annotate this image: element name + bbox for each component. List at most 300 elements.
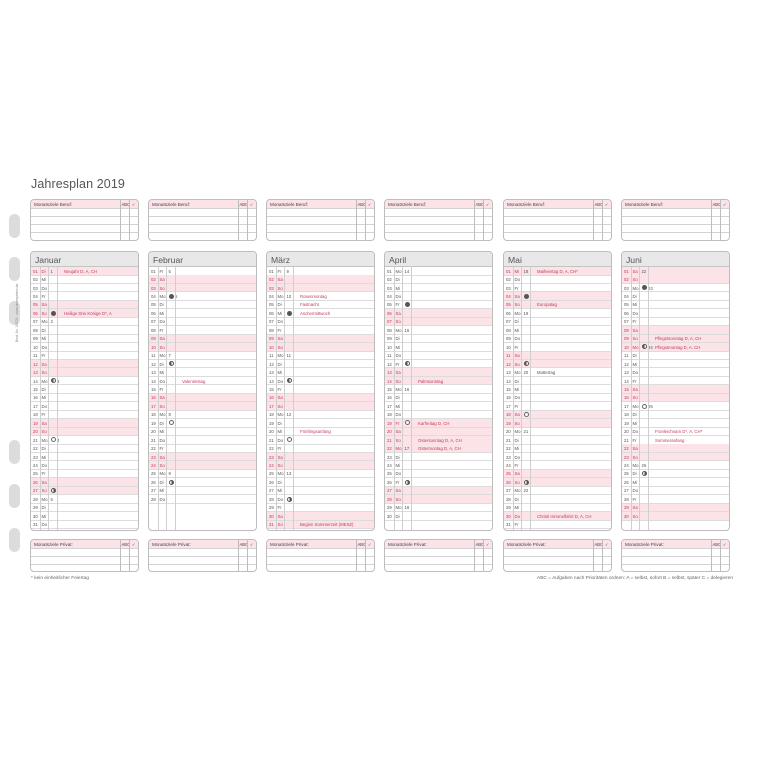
- goals-label: Monatsziele Privat:: [388, 541, 427, 547]
- day-event: Europatag: [537, 302, 557, 308]
- calendar-week: 17: [404, 446, 410, 452]
- goal-line[interactable]: [622, 557, 729, 565]
- goal-line[interactable]: [267, 217, 374, 225]
- day-number: 06: [387, 310, 392, 316]
- day-number: 06: [33, 310, 38, 316]
- weekday: Mo: [41, 319, 48, 325]
- weekday: Fr: [395, 361, 400, 367]
- goal-line[interactable]: [31, 233, 138, 241]
- day-number: 14: [151, 378, 156, 384]
- goal-line[interactable]: [622, 217, 729, 225]
- day-number: 17: [33, 403, 38, 409]
- priority-footnote: ABC = Aufgaben nach Prioritäten ordnen: A = selbst, sofort B = selbst, später C = delegieren: [537, 576, 733, 581]
- priority-column: [593, 540, 594, 571]
- day-event: Frühlingsanfang: [300, 429, 331, 435]
- day-number: 23: [151, 454, 156, 460]
- priority-symbol: ABC: [121, 201, 131, 207]
- moon-phase-half2-icon: [405, 480, 410, 485]
- goal-line[interactable]: [385, 209, 492, 217]
- day-number: 23: [269, 454, 274, 460]
- priority-symbol: ABC: [594, 541, 604, 547]
- day-number: 12: [151, 361, 156, 367]
- month-name: Januar: [35, 255, 62, 265]
- day-number: 19: [269, 420, 274, 426]
- goal-line[interactable]: [622, 565, 729, 572]
- calendar-week: 18: [404, 505, 410, 511]
- weekday: So: [159, 344, 165, 350]
- day-number: 11: [624, 353, 629, 359]
- weekday: Sa: [159, 395, 165, 401]
- calendar-week: 3: [57, 378, 60, 384]
- day-number: 24: [269, 463, 274, 469]
- binder-tab-4: [9, 440, 20, 464]
- weekday: Do: [41, 522, 47, 528]
- goal-line[interactable]: [267, 565, 374, 572]
- day-number: 17: [151, 403, 156, 409]
- weekday: Di: [632, 294, 637, 300]
- weekday: Do: [41, 344, 47, 350]
- weekday: So: [514, 302, 520, 308]
- weekday: So: [514, 361, 520, 367]
- day-number: 22: [506, 446, 511, 452]
- day-number: 21: [624, 437, 629, 443]
- check-icon: ✓: [605, 201, 609, 207]
- goal-line[interactable]: [622, 233, 729, 241]
- check-icon: ✓: [723, 201, 727, 207]
- weekday: Fr: [159, 327, 164, 333]
- check-icon: ✓: [132, 541, 136, 547]
- day-number: 19: [33, 420, 38, 426]
- day-number: 01: [269, 268, 274, 274]
- goal-line[interactable]: [504, 217, 611, 225]
- weekday: Di: [159, 479, 164, 485]
- day-number: 04: [624, 294, 629, 300]
- weekday: Di: [632, 471, 637, 477]
- weekday: Di: [395, 395, 400, 401]
- private-goals-box: [621, 539, 730, 572]
- goals-header: [622, 540, 729, 549]
- day-number: 08: [506, 327, 511, 333]
- day-number: 12: [33, 361, 38, 367]
- day-event: Karfreitag D, CH: [418, 420, 450, 426]
- day-number: 09: [387, 336, 392, 342]
- weekday: Sa: [41, 479, 47, 485]
- calendar-week: 4: [57, 437, 60, 443]
- day-number: 18: [151, 412, 156, 418]
- weekday: Sa: [395, 370, 401, 376]
- weekday: So: [277, 403, 283, 409]
- weekday: Sa: [395, 310, 401, 316]
- weekday: Mi: [277, 429, 283, 435]
- day-event: Sommeranfang: [655, 437, 685, 443]
- day-number: 10: [387, 344, 392, 350]
- day-number: 16: [33, 395, 38, 401]
- goals-label: Monatsziele Privat:: [270, 541, 309, 547]
- weekday: Di: [514, 319, 519, 325]
- day-number: 28: [624, 496, 629, 502]
- day-number: 22: [269, 446, 274, 452]
- goal-line[interactable]: [504, 557, 611, 565]
- day-number: 07: [506, 319, 511, 325]
- day-number: 05: [151, 302, 156, 308]
- weekday: Mo: [632, 285, 639, 291]
- weekday: Fr: [41, 294, 46, 300]
- goal-line[interactable]: [622, 549, 729, 557]
- goal-line[interactable]: [267, 225, 374, 233]
- weekday: Sa: [632, 386, 638, 392]
- goal-line[interactable]: [149, 557, 256, 565]
- calendar-week: 21: [523, 429, 529, 435]
- day-number: 21: [151, 437, 156, 443]
- goal-line[interactable]: [385, 225, 492, 233]
- weekday: Sa: [514, 353, 520, 359]
- day-number: 05: [33, 302, 38, 308]
- calendar-week: 25: [648, 403, 653, 409]
- goal-line[interactable]: [267, 209, 374, 217]
- goals-header: [385, 200, 492, 209]
- day-number: 28: [269, 496, 274, 502]
- weekday: Di: [277, 420, 282, 426]
- day-number: 14: [387, 378, 392, 384]
- day-number: 14: [506, 378, 511, 384]
- day-column-divider: [284, 267, 285, 530]
- weekday: Fr: [514, 344, 519, 350]
- goal-line[interactable]: [31, 217, 138, 225]
- weekday: Mo: [632, 463, 639, 469]
- day-number: 01: [387, 268, 392, 274]
- weekday: Mo: [159, 412, 166, 418]
- calendar-week: 6: [175, 294, 178, 300]
- day-number: 14: [269, 378, 274, 384]
- day-column-divider: [530, 267, 531, 530]
- goal-line[interactable]: [267, 233, 374, 241]
- goal-line[interactable]: [31, 209, 138, 217]
- day-number: 08: [387, 327, 392, 333]
- weekday: Do: [159, 378, 165, 384]
- weekday: Sa: [159, 277, 165, 283]
- month-header: [385, 252, 492, 267]
- weekday: Di: [277, 302, 282, 308]
- month-header: [267, 252, 374, 267]
- calendar-week: 26: [641, 463, 647, 469]
- day-number: 04: [269, 294, 274, 300]
- day-number: 02: [624, 277, 629, 283]
- day-number: 22: [33, 446, 38, 452]
- weekday: Do: [159, 319, 165, 325]
- calendar-week: 16: [404, 386, 410, 392]
- day-number: 16: [151, 395, 156, 401]
- month-days: [622, 267, 729, 530]
- day-number: 21: [387, 437, 392, 443]
- weekday: Mi: [395, 463, 401, 469]
- done-column: [720, 200, 721, 240]
- goal-line[interactable]: [504, 233, 611, 241]
- done-column: [602, 540, 603, 571]
- day-number: 14: [33, 378, 38, 384]
- weekday: So: [632, 395, 638, 401]
- day-number: 13: [624, 370, 629, 376]
- goal-line[interactable]: [149, 233, 256, 241]
- weekday: Do: [632, 488, 638, 494]
- day-number: 17: [269, 403, 274, 409]
- goal-line[interactable]: [31, 557, 138, 565]
- priority-column: [120, 200, 121, 240]
- goals-header: [149, 200, 256, 209]
- moon-phase-new-icon: [524, 294, 529, 299]
- goal-line[interactable]: [385, 565, 492, 572]
- goals-header: [267, 200, 374, 209]
- day-column-divider: [648, 267, 649, 530]
- day-number: 20: [387, 429, 392, 435]
- day-column-divider: [57, 267, 58, 530]
- day-number: 07: [624, 319, 629, 325]
- day-number: 18: [387, 412, 392, 418]
- day-number: 20: [33, 429, 38, 435]
- goal-line[interactable]: [31, 549, 138, 557]
- check-icon: ✓: [368, 201, 372, 207]
- priority-symbol: ABC: [594, 201, 604, 207]
- day-number: 01: [33, 268, 38, 274]
- business-goals-box: [30, 199, 139, 241]
- goal-line[interactable]: [31, 565, 138, 572]
- check-icon: ✓: [723, 541, 727, 547]
- day-number: 25: [624, 471, 629, 477]
- day-number: 27: [624, 488, 629, 494]
- month-name: Juni: [626, 255, 642, 265]
- day-number: 15: [506, 386, 511, 392]
- moon-phase-new-icon: [169, 294, 174, 299]
- check-icon: ✓: [605, 541, 609, 547]
- weekday: Di: [514, 378, 519, 384]
- goals-label: Monatsziele Beruf:: [270, 201, 309, 207]
- goal-line[interactable]: [504, 549, 611, 557]
- day-number: 25: [387, 471, 392, 477]
- day-number: 27: [506, 488, 511, 494]
- day-event: Aschermittwoch: [300, 310, 331, 316]
- order-imprint: Best.-Nr. 16278 · www.timesystem.de: [15, 283, 19, 342]
- weekday: Do: [277, 319, 283, 325]
- day-number: 01: [506, 268, 511, 274]
- goal-line[interactable]: [622, 209, 729, 217]
- day-number: 10: [151, 344, 156, 350]
- day-event: Fastnacht: [300, 302, 319, 308]
- goals-header: [149, 540, 256, 549]
- weekday: So: [395, 378, 401, 384]
- weekday: Do: [277, 378, 283, 384]
- goal-line[interactable]: [385, 217, 492, 225]
- business-goals-box: [503, 199, 612, 241]
- day-number: 29: [624, 505, 629, 511]
- weekday: Do: [632, 429, 638, 435]
- goal-line[interactable]: [385, 233, 492, 241]
- goal-line[interactable]: [385, 557, 492, 565]
- weekday: Do: [395, 412, 401, 418]
- weekday: Sa: [395, 488, 401, 494]
- check-icon: ✓: [486, 541, 490, 547]
- calendar-week: 19: [523, 310, 529, 316]
- day-number: 03: [33, 285, 38, 291]
- weekday: Di: [159, 420, 164, 426]
- day-number: 19: [624, 420, 629, 426]
- weekday: So: [277, 285, 283, 291]
- day-number: 13: [506, 370, 511, 376]
- weekday: Sa: [514, 412, 520, 418]
- calendar-week: 5: [50, 496, 53, 502]
- priority-symbol: ABC: [239, 541, 249, 547]
- day-number: 02: [151, 277, 156, 283]
- month-header: [31, 252, 138, 267]
- day-number: 27: [387, 488, 392, 494]
- calendar-week: 9: [286, 268, 289, 274]
- weekday: Mi: [395, 285, 401, 291]
- goal-line[interactable]: [267, 557, 374, 565]
- priority-column: [711, 200, 712, 240]
- binder-tab-5: [9, 484, 20, 508]
- day-number: 26: [387, 479, 392, 485]
- moon-phase-half-icon: [405, 361, 410, 366]
- moon-phase-new-icon: [642, 285, 647, 290]
- weekday: Mo: [159, 353, 166, 359]
- weekday: Do: [632, 370, 638, 376]
- business-goals-box: [621, 199, 730, 241]
- day-number: 15: [387, 386, 392, 392]
- day-number: 03: [151, 285, 156, 291]
- day-column-divider: [158, 267, 159, 530]
- day-number: 31: [506, 522, 511, 528]
- day-number: 23: [33, 454, 38, 460]
- month-days: [267, 267, 374, 530]
- weekday: Mo: [41, 378, 48, 384]
- day-number: 29: [269, 505, 274, 511]
- weekday: Mi: [632, 361, 638, 367]
- day-number: 15: [33, 386, 38, 392]
- day-number: 27: [269, 488, 274, 494]
- day-number: 30: [387, 513, 392, 519]
- day-number: 14: [624, 378, 629, 384]
- weekday: Mi: [41, 513, 47, 519]
- goals-header: [504, 540, 611, 549]
- month-days: [385, 267, 492, 530]
- weekday: Sa: [514, 471, 520, 477]
- day-event: Heilige Drei Könige D*, A: [64, 310, 112, 316]
- weekday: Do: [514, 336, 520, 342]
- weekday: Mo: [514, 310, 521, 316]
- goal-line[interactable]: [149, 217, 256, 225]
- moon-phase-half-icon: [51, 378, 56, 383]
- weekday: Di: [395, 277, 400, 283]
- month-märz: [266, 251, 375, 531]
- priority-symbol: ABC: [475, 541, 485, 547]
- goal-line[interactable]: [504, 565, 611, 572]
- weekday: Mi: [159, 429, 165, 435]
- weekday: Fr: [514, 463, 519, 469]
- goals-header: [504, 200, 611, 209]
- day-number: 13: [33, 370, 38, 376]
- day-number: 24: [33, 463, 38, 469]
- day-column-divider: [394, 267, 395, 530]
- day-number: 29: [33, 505, 38, 511]
- weekday: Fr: [632, 319, 637, 325]
- weekday: Do: [41, 463, 47, 469]
- weekday: Sa: [632, 446, 638, 452]
- done-column: [483, 540, 484, 571]
- weekday: Fr: [277, 446, 282, 452]
- day-number: 09: [269, 336, 274, 342]
- month-days: [31, 267, 138, 530]
- day-column-divider: [639, 267, 640, 530]
- day-column-divider: [631, 267, 632, 530]
- day-event: Ostermontag D, A, CH: [418, 446, 461, 452]
- day-number: 19: [387, 420, 392, 426]
- moon-phase-half2-icon: [287, 497, 292, 502]
- day-number: 04: [387, 294, 392, 300]
- day-number: 28: [506, 496, 511, 502]
- calendar-week: 11: [286, 353, 291, 359]
- goal-line[interactable]: [31, 225, 138, 233]
- day-number: 13: [387, 370, 392, 376]
- weekday: So: [159, 285, 165, 291]
- weekday: Sa: [277, 336, 283, 342]
- day-number: 22: [387, 446, 392, 452]
- private-goals-box: [30, 539, 139, 572]
- weekday: Mi: [277, 370, 283, 376]
- priority-column: [711, 540, 712, 571]
- goal-line[interactable]: [504, 225, 611, 233]
- moon-phase-full-icon: [405, 420, 410, 425]
- goal-line[interactable]: [622, 225, 729, 233]
- day-event: Maifeiertag D, A, CH*: [537, 268, 578, 274]
- goal-line[interactable]: [385, 549, 492, 557]
- goal-line[interactable]: [149, 549, 256, 557]
- goal-line[interactable]: [149, 209, 256, 217]
- weekday: Mo: [395, 327, 402, 333]
- weekday: So: [277, 522, 283, 528]
- weekday: Fr: [395, 420, 400, 426]
- weekday: Fr: [159, 268, 164, 274]
- goal-line[interactable]: [149, 565, 256, 572]
- goal-line[interactable]: [267, 549, 374, 557]
- weekday: Do: [514, 395, 520, 401]
- day-number: 06: [624, 310, 629, 316]
- weekday: Mi: [514, 446, 520, 452]
- goal-line[interactable]: [504, 209, 611, 217]
- day-number: 28: [151, 496, 156, 502]
- weekday: Sa: [277, 454, 283, 460]
- day-number: 24: [506, 463, 511, 469]
- day-number: 20: [269, 429, 274, 435]
- weekday: Di: [277, 361, 282, 367]
- goal-line[interactable]: [149, 225, 256, 233]
- day-event: Fronleichnam D*, A, CH*: [655, 429, 703, 435]
- day-event: Neujahr D, A, CH: [64, 268, 97, 274]
- weekday: So: [41, 488, 47, 494]
- weekday: Mo: [277, 353, 284, 359]
- weekday: Fr: [514, 522, 519, 528]
- weekday: Di: [41, 268, 46, 274]
- weekday: Di: [632, 412, 637, 418]
- day-number: 30: [269, 513, 274, 519]
- day-number: 08: [33, 327, 38, 333]
- moon-phase-half-icon: [287, 378, 292, 383]
- weekday: Sa: [632, 327, 638, 333]
- day-number: 20: [624, 429, 629, 435]
- day-number: 26: [506, 479, 511, 485]
- weekday: Di: [41, 327, 46, 333]
- day-number: 24: [624, 463, 629, 469]
- weekday: Mo: [277, 294, 284, 300]
- month-days: [504, 267, 611, 530]
- day-number: 01: [151, 268, 156, 274]
